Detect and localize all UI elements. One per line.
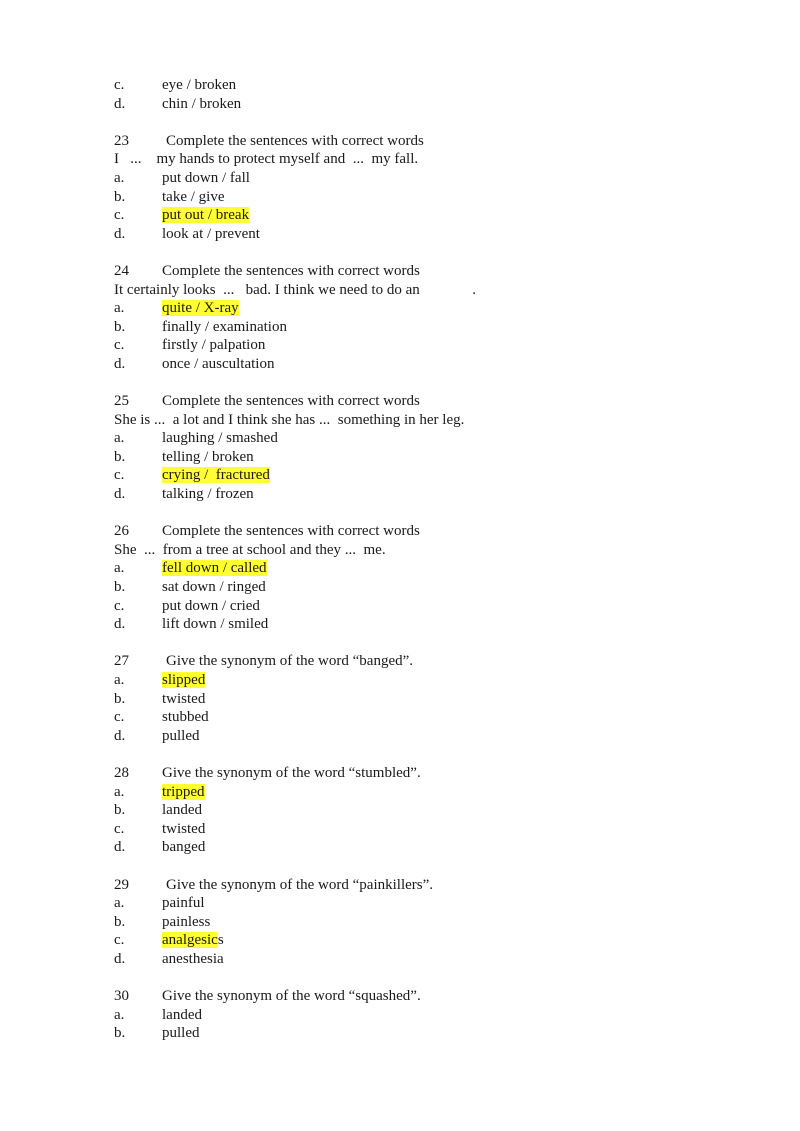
option-b: b. twisted — [114, 690, 206, 707]
question-prompt: 23 Complete the sentences with correct words — [114, 132, 424, 149]
question-stem: It certainly looks ... bad. I think we need to do an . — [114, 281, 477, 298]
option-a-correct: a. fell down / called — [114, 560, 267, 577]
question-stem: She is ... a lot and I think she has ... something in her leg. — [114, 411, 465, 428]
answer-highlight: fell down / called — [162, 560, 267, 577]
option-a-correct: a. slipped — [114, 672, 206, 688]
answer-highlight: analgesic — [162, 932, 218, 949]
question-30 — [114, 987, 754, 1043]
document-page — [114, 76, 754, 1043]
question-24 — [114, 262, 754, 374]
option-c-correct: c. analgesics — [114, 932, 224, 949]
question-prompt: 26 Complete the sentences with correct words — [114, 523, 420, 540]
question-28 — [114, 764, 754, 857]
option-d: d. once / auscultation — [114, 355, 275, 372]
option-a: a. laughing / smashed — [114, 430, 278, 447]
answer-highlight: slipped — [162, 672, 206, 688]
option-a: a. landed — [114, 1006, 202, 1023]
option-c-correct: c. put out / break — [114, 207, 250, 224]
question-27 — [114, 652, 754, 745]
option-a-correct: a. quite / X-ray — [114, 300, 239, 317]
option-b: b. finally / examination — [114, 318, 287, 335]
question-stem: I ... my hands to protect myself and ... my fall. — [114, 151, 419, 168]
answer-highlight: quite / X-ray — [162, 300, 239, 317]
option-b: b. pulled — [114, 1025, 200, 1042]
option-d: d. banged — [114, 839, 206, 856]
answer-highlight: tripped — [162, 783, 205, 800]
question-29 — [114, 876, 754, 969]
option-d: d. look at / prevent — [114, 225, 260, 242]
question-prompt: 29 Give the synonym of the word “painkillers”. — [114, 876, 434, 893]
option-d: d. pulled — [114, 727, 200, 744]
option-d: d. anesthesia — [114, 950, 224, 967]
option-c: c. twisted — [114, 820, 206, 837]
option-a: a. painful — [114, 895, 205, 912]
option-a-correct: a. tripped — [114, 783, 205, 800]
answer-highlight: crying / fractured — [162, 467, 270, 484]
question-prompt: 24 Complete the sentences with correct words — [114, 262, 420, 279]
previous-question-options — [114, 76, 754, 113]
question-prompt: 25 Complete the sentences with correct words — [114, 393, 420, 410]
question-prompt: 30 Give the synonym of the word “squashed”. — [114, 988, 421, 1005]
question-stem: She ... from a tree at school and they ... me. — [114, 541, 386, 558]
answer-highlight: put out / break — [162, 207, 250, 224]
option-a: a. put down / fall — [114, 169, 250, 186]
option-d: d. chin / broken — [114, 95, 242, 112]
question-prompt: 28 Give the synonym of the word “stumbled”. — [114, 764, 421, 781]
question-26 — [114, 522, 754, 634]
option-c-correct: c. crying / fractured — [114, 467, 270, 484]
option-b: b. painless — [114, 913, 211, 930]
option-c: c. firstly / palpation — [114, 337, 266, 354]
option-b: b. sat down / ringed — [114, 579, 266, 596]
option-b: b. take / give — [114, 188, 225, 205]
option-b: b. telling / broken — [114, 448, 254, 465]
option-c: c. put down / cried — [114, 597, 260, 614]
option-d: d. talking / frozen — [114, 486, 254, 503]
question-23 — [114, 132, 754, 244]
option-c: c. eye / broken — [114, 77, 237, 93]
option-c: c. stubbed — [114, 709, 209, 726]
option-b: b. landed — [114, 802, 202, 819]
question-25 — [114, 392, 754, 504]
question-prompt: 27 Give the synonym of the word “banged”. — [114, 653, 414, 670]
option-d: d. lift down / smiled — [114, 616, 269, 633]
